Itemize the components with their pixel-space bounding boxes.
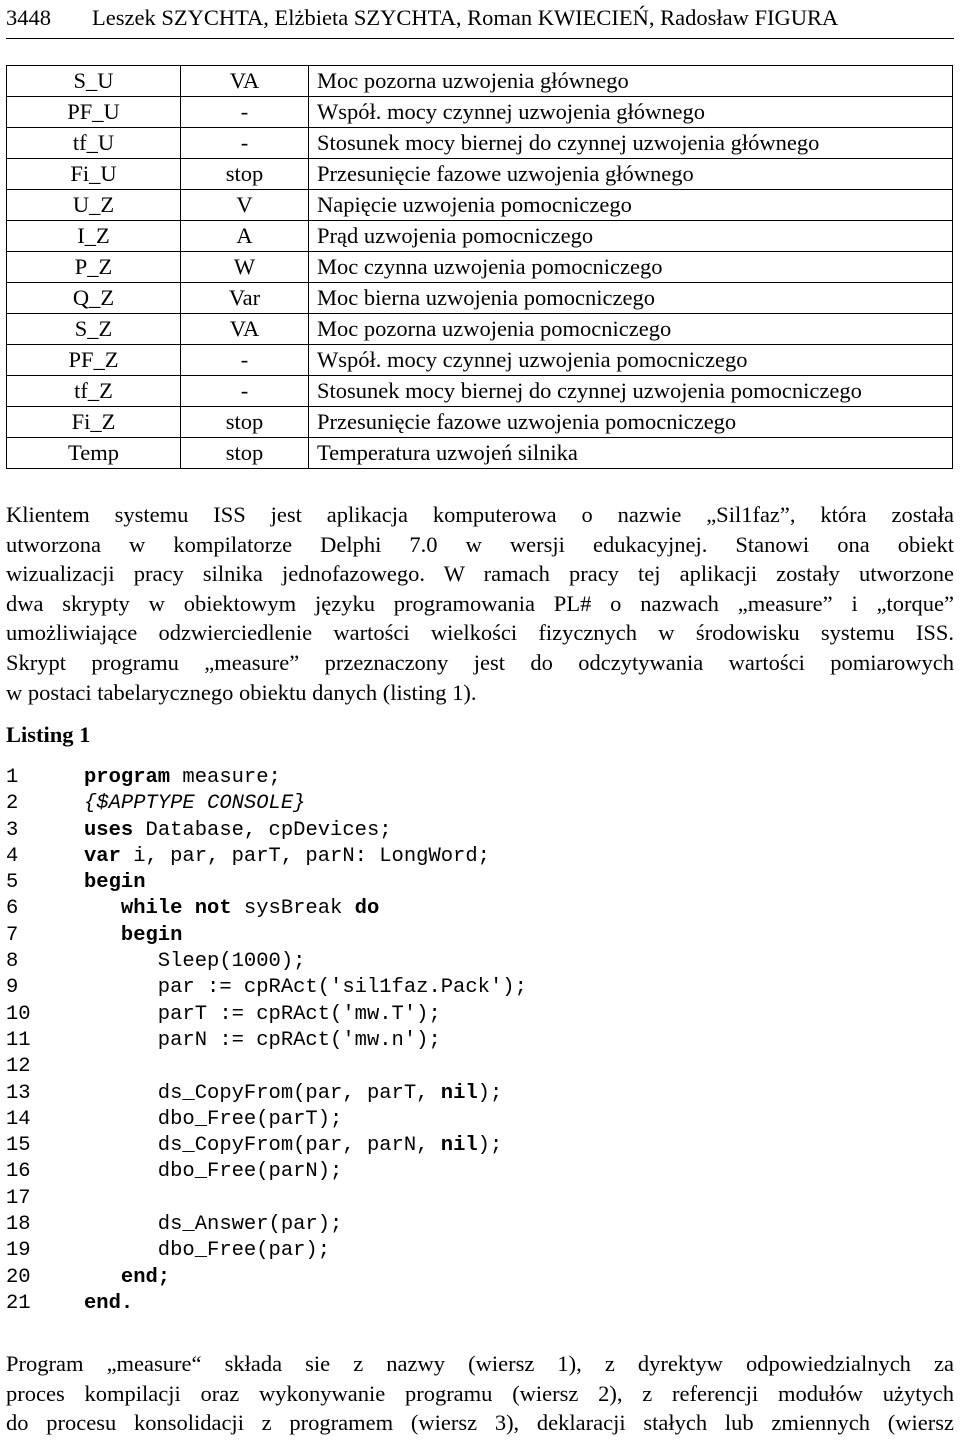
param-description-cell: Przesunięcie fazowe uzwojenia głównego bbox=[309, 159, 953, 190]
line-number: 1 bbox=[6, 766, 19, 789]
param-description-cell: Moc czynna uzwojenia pomocniczego bbox=[309, 252, 953, 283]
text-line: proces kompilacji oraz wykonywanie programu (wiersz 2), z referencji modułów użytych bbox=[6, 1380, 954, 1406]
code-token bbox=[84, 924, 121, 947]
line-number: 18 bbox=[6, 1213, 31, 1237]
parameters-table bbox=[6, 65, 953, 469]
code-text bbox=[84, 765, 281, 791]
authors: Leszek SZYCHTA, Elżbieta SZYCHTA, Roman KWIECIEŃ, Radosław FIGURA bbox=[92, 5, 839, 30]
code-token: ds_CopyFrom(par, parN, bbox=[84, 1134, 441, 1158]
code-token: par := cpRAct('sil1faz.Pack'); bbox=[84, 976, 527, 1000]
line-number: 16 bbox=[6, 1160, 31, 1184]
line-number: 3 bbox=[6, 818, 19, 842]
text-line: dwa skrypty w obiektowym języku programowania PL# o nazwach „measure” i „torque” bbox=[6, 590, 954, 616]
code-token: measure; bbox=[170, 766, 281, 789]
param-name-cell: S_Z bbox=[7, 314, 181, 345]
text-line: umożliwiające odzwierciedlenie wartości wielkości fizycznych w środowisku systemu ISS. bbox=[6, 620, 954, 646]
table-row bbox=[7, 66, 953, 97]
code-token: Database, cpDevices; bbox=[133, 818, 392, 842]
paragraph-program-description bbox=[6, 1349, 954, 1438]
param-unit-cell: W bbox=[181, 252, 309, 283]
code-keyword: end; bbox=[120, 1265, 171, 1289]
listing-title: Listing 1 bbox=[6, 722, 91, 747]
param-description-cell: Współ. mocy czynnej uzwojenia pomocniczego bbox=[309, 345, 953, 376]
code-text bbox=[84, 1238, 330, 1264]
code-text bbox=[84, 1081, 502, 1107]
text-line: Klientem systemu ISS jest aplikacja komputerowa o nazwie „Sil1faz”, która została bbox=[6, 502, 954, 527]
param-unit-cell: stop bbox=[181, 159, 309, 190]
param-name-cell: Fi_Z bbox=[7, 407, 181, 438]
param-unit-cell: - bbox=[181, 97, 309, 128]
code-keyword: while not bbox=[120, 897, 232, 921]
line-number: 21 bbox=[6, 1291, 31, 1315]
param-name-cell: tf_U bbox=[7, 128, 181, 159]
code-text bbox=[84, 818, 392, 844]
line-number: 4 bbox=[6, 844, 19, 868]
table-row bbox=[7, 252, 953, 283]
code-text bbox=[84, 949, 305, 975]
param-description-cell: Napięcie uzwojenia pomocniczego bbox=[309, 190, 953, 221]
param-name-cell: U_Z bbox=[7, 190, 181, 221]
param-unit-cell: A bbox=[181, 221, 309, 252]
code-keyword: end. bbox=[84, 1291, 134, 1315]
code-token: dbo_Free(par); bbox=[84, 1239, 331, 1263]
line-number: 13 bbox=[6, 1081, 31, 1105]
code-token: dbo_Free(parN); bbox=[84, 1160, 343, 1184]
code-text bbox=[84, 791, 305, 817]
table-row bbox=[7, 190, 953, 221]
code-token: sysBreak bbox=[231, 897, 355, 921]
code-token: ); bbox=[477, 1081, 503, 1105]
code-keyword: begin bbox=[120, 923, 183, 947]
text-line: Program „measure“ składa sie z nazwy (wiersz 1), z dyrektyw odpowiedzialnych za bbox=[6, 1351, 954, 1376]
code-keyword: nil bbox=[440, 1134, 478, 1158]
line-number: 12 bbox=[6, 1055, 31, 1079]
code-text bbox=[84, 1107, 342, 1133]
code-text bbox=[84, 1212, 342, 1238]
table-row bbox=[7, 283, 953, 314]
line-number: 11 bbox=[6, 1028, 31, 1052]
text-line: w postaci tabelarycznego obiektu danych (listing 1). bbox=[6, 679, 477, 705]
param-unit-cell: stop bbox=[181, 407, 309, 438]
code-token bbox=[84, 897, 121, 920]
param-description-cell: Współ. mocy czynnej uzwojenia głównego bbox=[309, 97, 953, 128]
table-row bbox=[7, 407, 953, 438]
line-number: 14 bbox=[6, 1107, 31, 1131]
code-text bbox=[84, 1159, 342, 1185]
code-keyword: do bbox=[354, 897, 380, 921]
code-token bbox=[84, 1266, 121, 1289]
param-description-cell: Przesunięcie fazowe uzwojenia pomocniczego bbox=[309, 407, 953, 438]
line-number: 10 bbox=[6, 1002, 31, 1026]
param-unit-cell: stop bbox=[181, 438, 309, 469]
param-unit-cell: V bbox=[181, 190, 309, 221]
code-token: parT := cpRAct('mw.T'); bbox=[84, 1002, 441, 1026]
paragraph-intro bbox=[6, 500, 954, 707]
param-unit-cell: VA bbox=[181, 66, 309, 97]
table-row bbox=[7, 376, 953, 407]
page-number: 3448 bbox=[6, 5, 51, 30]
code-text bbox=[84, 1028, 441, 1054]
code-keyword: uses bbox=[84, 818, 134, 842]
code-keyword: program bbox=[84, 766, 171, 789]
text-line: Skrypt programu „measure” przeznaczony jest do odczytywania wartości pomiarowych bbox=[6, 649, 954, 675]
code-keyword: var bbox=[84, 844, 121, 868]
code-token: ds_Answer(par); bbox=[84, 1213, 343, 1237]
text-line: utworzona w kompilatorze Delphi 7.0 w wersji edukacyjnej. Stanowi ona obiekt bbox=[6, 531, 954, 557]
code-text bbox=[84, 896, 379, 922]
text-line: wizualizacji pracy silnika jednofazowego. W ramach pracy tej aplikacji zostały utworzone bbox=[6, 561, 954, 587]
param-description-cell: Prąd uzwojenia pomocniczego bbox=[309, 221, 953, 252]
table-row bbox=[7, 159, 953, 190]
code-token: Sleep(1000); bbox=[84, 950, 306, 974]
param-unit-cell: - bbox=[181, 376, 309, 407]
param-name-cell: PF_Z bbox=[7, 345, 181, 376]
table-row bbox=[7, 128, 953, 159]
line-number: 19 bbox=[6, 1239, 31, 1263]
line-number: 7 bbox=[6, 923, 19, 947]
param-unit-cell: VA bbox=[181, 314, 309, 345]
param-description-cell: Moc bierna uzwojenia pomocniczego bbox=[309, 283, 953, 314]
code-text bbox=[84, 1133, 502, 1159]
page-header bbox=[6, 4, 954, 39]
code-text bbox=[84, 975, 527, 1001]
table-row bbox=[7, 345, 953, 376]
line-number: 20 bbox=[6, 1265, 31, 1289]
param-description-cell: Moc pozorna uzwojenia głównego bbox=[309, 66, 953, 97]
code-token: ds_CopyFrom(par, parT, bbox=[84, 1081, 441, 1105]
param-name-cell: tf_Z bbox=[7, 376, 181, 407]
line-number: 17 bbox=[6, 1186, 31, 1210]
param-name-cell: P_Z bbox=[7, 252, 181, 283]
table-row bbox=[7, 314, 953, 345]
code-token: dbo_Free(parT); bbox=[84, 1107, 343, 1131]
code-token: parN := cpRAct('mw.n'); bbox=[84, 1028, 441, 1052]
param-name-cell: S_U bbox=[7, 66, 181, 97]
code-token: ); bbox=[477, 1134, 503, 1158]
code-directive: {$APPTYPE CONSOLE} bbox=[84, 792, 306, 816]
line-number: 15 bbox=[6, 1134, 31, 1158]
param-unit-cell: - bbox=[181, 128, 309, 159]
param-description-cell: Stosunek mocy biernej do czynnej uzwojenia pomocniczego bbox=[309, 376, 953, 407]
line-number: 9 bbox=[6, 976, 19, 1000]
table-row bbox=[7, 438, 953, 469]
param-name-cell: I_Z bbox=[7, 221, 181, 252]
line-number: 5 bbox=[6, 871, 19, 895]
param-name-cell: Temp bbox=[7, 438, 181, 469]
param-description-cell: Stosunek mocy biernej do czynnej uzwojenia głównego bbox=[309, 128, 953, 159]
code-text bbox=[84, 1291, 133, 1317]
table-row bbox=[7, 221, 953, 252]
param-description-cell: Moc pozorna uzwojenia pomocniczego bbox=[309, 314, 953, 345]
code-keyword: nil bbox=[440, 1081, 478, 1105]
code-text bbox=[84, 870, 146, 896]
table-row bbox=[7, 97, 953, 128]
code-text bbox=[84, 1002, 441, 1028]
code-text bbox=[84, 844, 490, 870]
param-unit-cell: Var bbox=[181, 283, 309, 314]
line-number: 2 bbox=[6, 792, 19, 816]
param-name-cell: PF_U bbox=[7, 97, 181, 128]
code-token: i, par, parT, parN: LongWord; bbox=[120, 844, 490, 868]
param-unit-cell: - bbox=[181, 345, 309, 376]
param-description-cell: Temperatura uzwojeń silnika bbox=[309, 438, 953, 469]
code-keyword: begin bbox=[84, 871, 146, 895]
line-number: 6 bbox=[6, 897, 19, 921]
code-text bbox=[84, 1265, 170, 1291]
param-name-cell: Fi_U bbox=[7, 159, 181, 190]
code-text bbox=[84, 923, 182, 949]
line-number: 8 bbox=[6, 950, 19, 974]
param-name-cell: Q_Z bbox=[7, 283, 181, 314]
text-line: do procesu konsolidacji z programem (wiersz 3), deklaracji stałych lub zmiennych (wiersz bbox=[6, 1410, 954, 1436]
